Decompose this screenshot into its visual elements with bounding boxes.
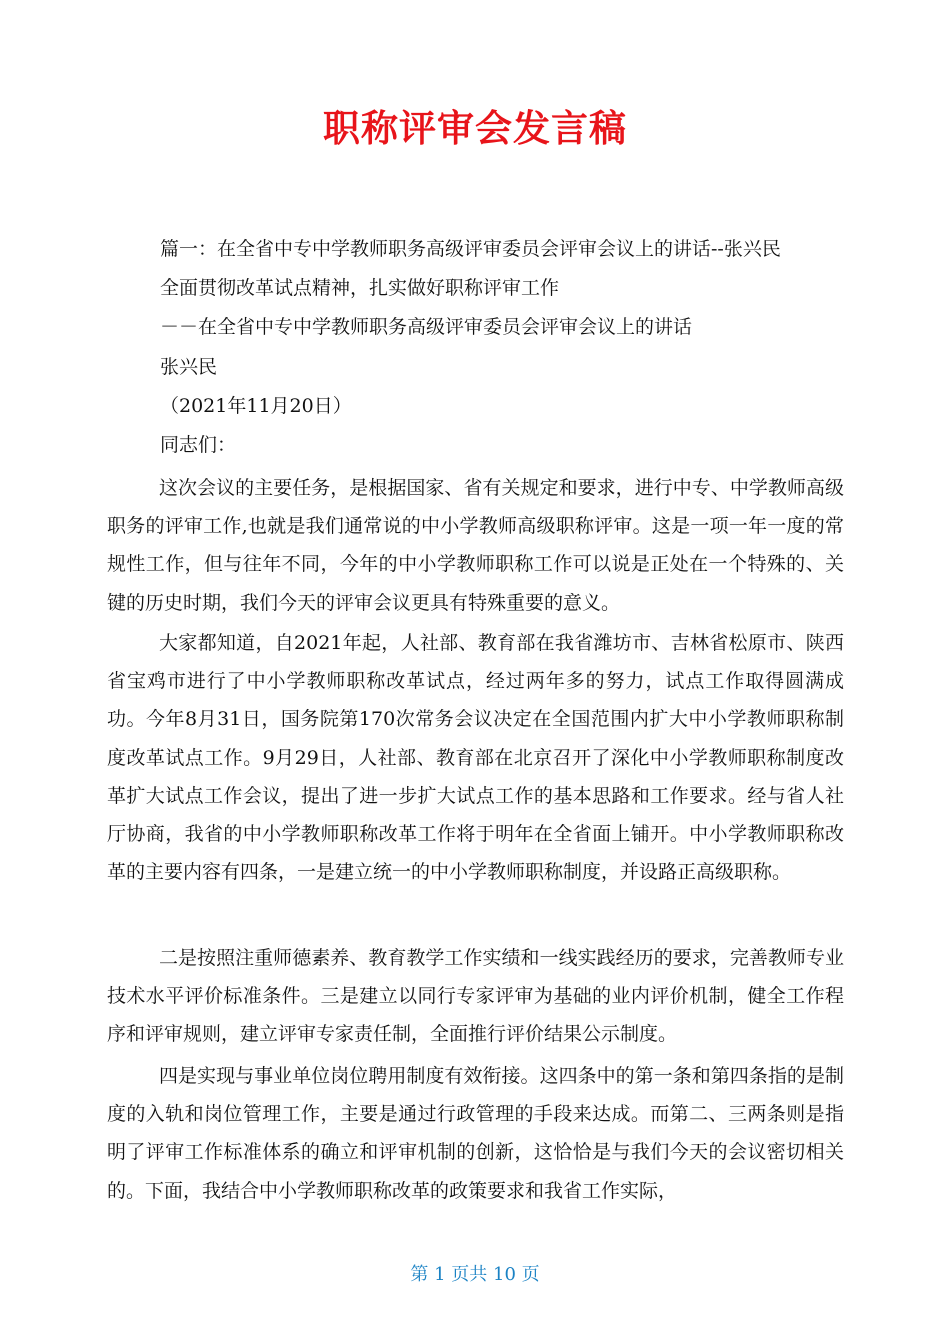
page-number-footer: 第 1 页共 10 页 [410,1264,540,1285]
header-line-source: 篇一：在全省中专中学教师职务高级评审委员会评审会议上的讲话--张兴民 [160,238,781,260]
header-line-author: 张兴民 [160,356,218,378]
header-line-date: （2021年11月20日） [160,395,352,417]
header-line-headline: 全面贯彻改革试点精神，扎实做好职称评审工作 [160,277,560,299]
body-paragraph: 这次会议的主要任务，是根据国家、省有关规定和要求，进行中专、中学教师高级职务的评审工作,也就是我们通常说的中小学教师高级职称评审。这是一项一年一度的常规性工作，但与往年不同，今年的中小学教师职称工作可以说是正处在一个特殊的、关键的历史时期，我们今天的评审会议更具有特殊重要的意义。 [107,477,844,614]
body-paragraph: 大家都知道，自2021年起，人社部、教育部在我省潍坊市、吉林省松原市、陕西省宝鸡市进行了中小学教师职称改革试点，经过两年多的努力，试点工作取得圆满成功。今年8月31日，国务院第170次常务会议决定在全国范围内扩大中小学教师职称制度改革试点工作。9月29日，人社部、教育部在北京召开了深化中小学教师职称制度改革扩大试点工作会议，提出了进一步扩大试点工作的基本思路和工作要求。经与省人社厅协商，我省的中小学教师职称改革工作将于明年在全省面上铺开。中小学教师职称改革的主要内容有四条，一是建立统一的中小学教师职称制度，并设路正高级职称。 [107,632,844,884]
document-title: 职称评审会发言稿 [323,107,627,150]
header-line-salutation: 同志们： [160,434,237,456]
body-paragraph: 四是实现与事业单位岗位聘用制度有效衔接。这四条中的第一条和第四条指的是制度的入轨和岗位管理工作，主要是通过行政管理的手段来达成。而第二、三两条则是指明了评审工作标准体系的确立和评审机制的创新，这恰恰是与我们今天的会议密切相关的。下面，我结合中小学教师职称改革的政策要求和我省工作实际， [107,1065,844,1202]
body-paragraph: 二是按照注重师德素养、教育教学工作实绩和一线实践经历的要求，完善教师专业技术水平评价标准条件。三是建立以同行专家评审为基础的业内评价机制，健全工作程序和评审规则，建立评审专家责任制，全面推行评价结果公示制度。 [107,947,844,1046]
header-line-subtitle: －－在全省中专中学教师职务高级评审委员会评审会议上的讲话 [160,316,693,338]
